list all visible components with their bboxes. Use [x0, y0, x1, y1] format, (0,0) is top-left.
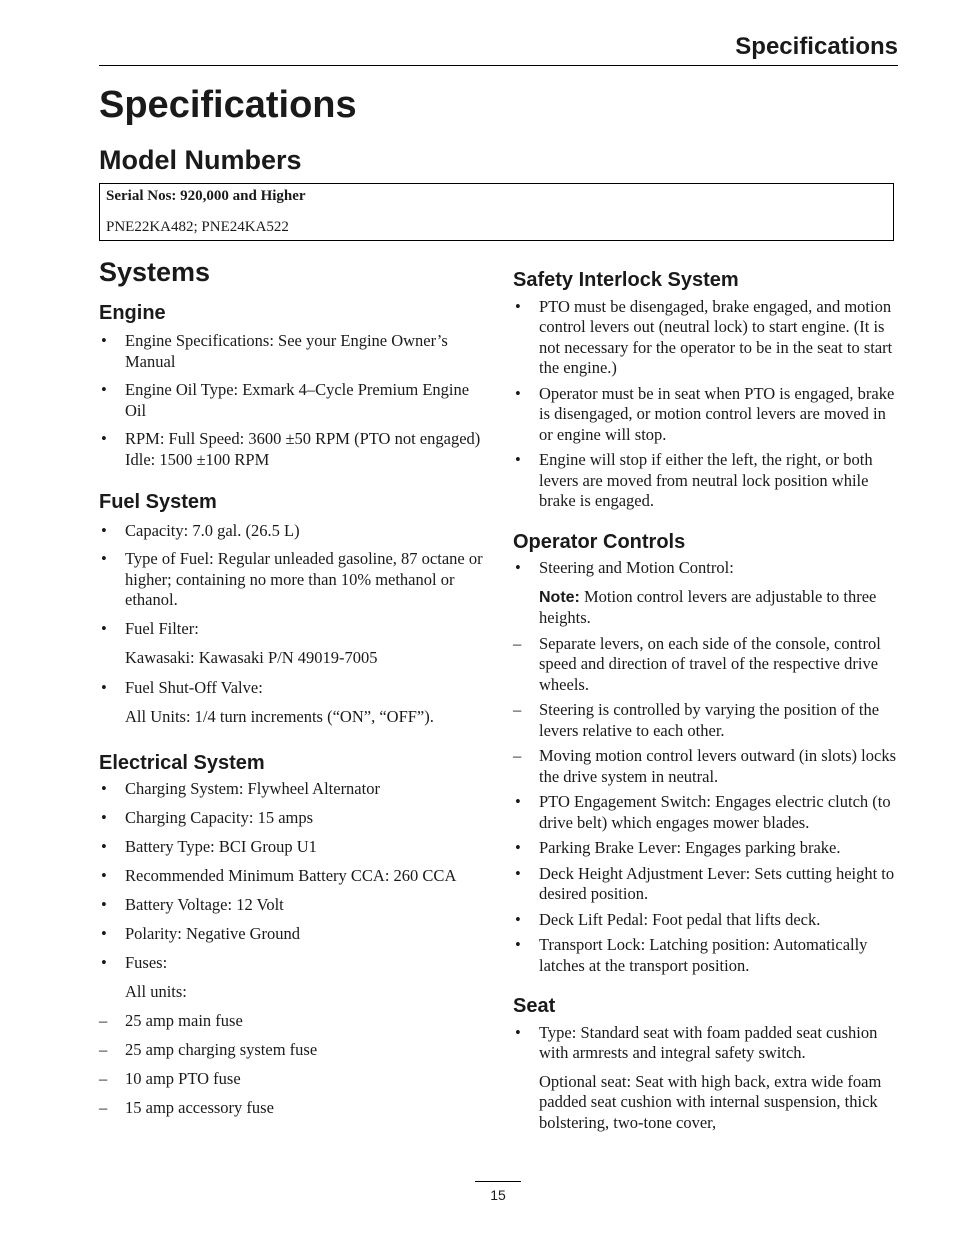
- list-item: • Engine will stop if either the left, the right, or both levers are moved from neutral lock position while brake is engaged.: [513, 450, 903, 512]
- right-column: [513, 270, 903, 1133]
- operator-controls-heading: Operator Controls: [513, 530, 686, 553]
- list-item: – Moving motion control levers outward (in slots) locks the drive system in neutral.: [513, 746, 903, 787]
- list-item: • Capacity: 7.0 gal. (26.5 L): [99, 521, 494, 542]
- list-item: – 15 amp accessory fuse: [99, 1098, 494, 1119]
- electrical-list: [99, 779, 494, 974]
- list-item: • Battery Type: BCI Group U1: [99, 837, 494, 858]
- list-item: – Separate levers, on each side of the console, control speed and direction of travel of the respective drive wheels.: [513, 634, 903, 696]
- list-item: • Battery Voltage: 12 Volt: [99, 895, 494, 916]
- list-item: • Type of Fuel: Regular unleaded gasoline, 87 octane or higher; containing no more than 10% methanol or ethanol.: [99, 549, 494, 611]
- left-column: [99, 257, 494, 1119]
- list-item: • Transport Lock: Latching position: Automatically latches at the transport position.: [513, 935, 903, 976]
- fuses-list: [99, 1011, 494, 1119]
- list-item: • Deck Height Adjustment Lever: Sets cutting height to desired position.: [513, 864, 903, 905]
- list-item: • Engine Oil Type: Exmark 4–Cycle Premium Engine Oil: [99, 380, 494, 421]
- list-item: – 25 amp main fuse: [99, 1011, 494, 1032]
- fuel-valve-list: [99, 678, 494, 699]
- fuses-intro: All units:: [125, 982, 187, 1001]
- list-item: • RPM: Full Speed: 3600 ±50 RPM (PTO not engaged) Idle: 1500 ±100 RPM: [99, 429, 494, 470]
- note-text: Motion control levers are adjustable to three heights.: [539, 586, 877, 627]
- list-item: • Deck Lift Pedal: Foot pedal that lifts deck.: [513, 910, 903, 931]
- seat-heading: Seat: [513, 995, 556, 1017]
- model-list: PNE22KA482; PNE24KA522: [106, 219, 289, 235]
- systems-heading: Systems: [99, 257, 211, 287]
- electrical-system-heading: Electrical System: [99, 751, 265, 774]
- list-item: • Parking Brake Lever: Engages parking brake.: [513, 838, 903, 859]
- controls-steering-list: [513, 558, 903, 579]
- seat-list: [513, 1023, 903, 1064]
- list-item: • Polarity: Negative Ground: [99, 924, 494, 945]
- controls-list: [513, 792, 903, 976]
- note-label: Note:: [539, 588, 580, 606]
- fuel-filter-detail: Kawasaki: Kawasaki P/N 49019-7005: [125, 648, 378, 667]
- list-item: • Fuel Shut-Off Valve:: [99, 678, 494, 699]
- list-item: • Engine Specifications: See your Engine Owner’s Manual: [99, 331, 494, 372]
- list-item: – Steering is controlled by varying the position of the levers relative to each other.: [513, 700, 903, 741]
- list-item: • PTO must be disengaged, brake engaged, and motion control levers out (neutral lock) to start engine. (It is not necessary for the operator to be in the seat to start the engine.): [513, 297, 903, 379]
- list-item: • Steering and Motion Control:: [513, 558, 903, 579]
- page-title: Specifications: [99, 84, 357, 126]
- list-item: – 10 amp PTO fuse: [99, 1069, 494, 1090]
- fuel-valve-detail: All Units: 1/4 turn increments (“ON”, “OFF”).: [125, 707, 434, 726]
- list-item: • Fuel Filter:: [99, 619, 494, 640]
- steering-sub-list: [513, 634, 903, 788]
- list-item: – 25 amp charging system fuse: [99, 1040, 494, 1061]
- list-item: • Operator must be in seat when PTO is engaged, brake is disengaged, or motion control levers are moved in or engine will stop.: [513, 384, 903, 446]
- fuel-list: [99, 521, 494, 640]
- model-numbers-heading: Model Numbers: [99, 145, 302, 175]
- fuel-system-heading: Fuel System: [99, 491, 217, 513]
- note: [513, 587, 903, 629]
- safety-interlock-heading: Safety Interlock System: [513, 269, 739, 291]
- safety-list: [513, 297, 903, 512]
- model-numbers-table: [99, 183, 894, 241]
- engine-list: [99, 331, 494, 470]
- list-item: • Recommended Minimum Battery CCA: 260 CCA: [99, 866, 494, 887]
- list-item: • PTO Engagement Switch: Engages electric clutch (to drive belt) which engages mower blades.: [513, 792, 903, 833]
- serial-label: Serial Nos: 920,000 and Higher: [106, 188, 306, 204]
- page-number: 15: [475, 1181, 521, 1203]
- list-item: • Charging Capacity: 15 amps: [99, 808, 494, 829]
- list-item: • Fuses:: [99, 953, 494, 974]
- running-header-title: Specifications: [735, 33, 898, 60]
- running-header: [99, 32, 898, 66]
- optional-seat: Optional seat: Seat with high back, extra wide foam padded seat cushion with internal suspension, thick bolstering, two-tone cover,: [539, 1071, 882, 1132]
- list-item: • Type: Standard seat with foam padded seat cushion with armrests and integral safety switch.: [513, 1023, 903, 1064]
- list-item: • Charging System: Flywheel Alternator: [99, 779, 494, 800]
- engine-heading: Engine: [99, 301, 166, 324]
